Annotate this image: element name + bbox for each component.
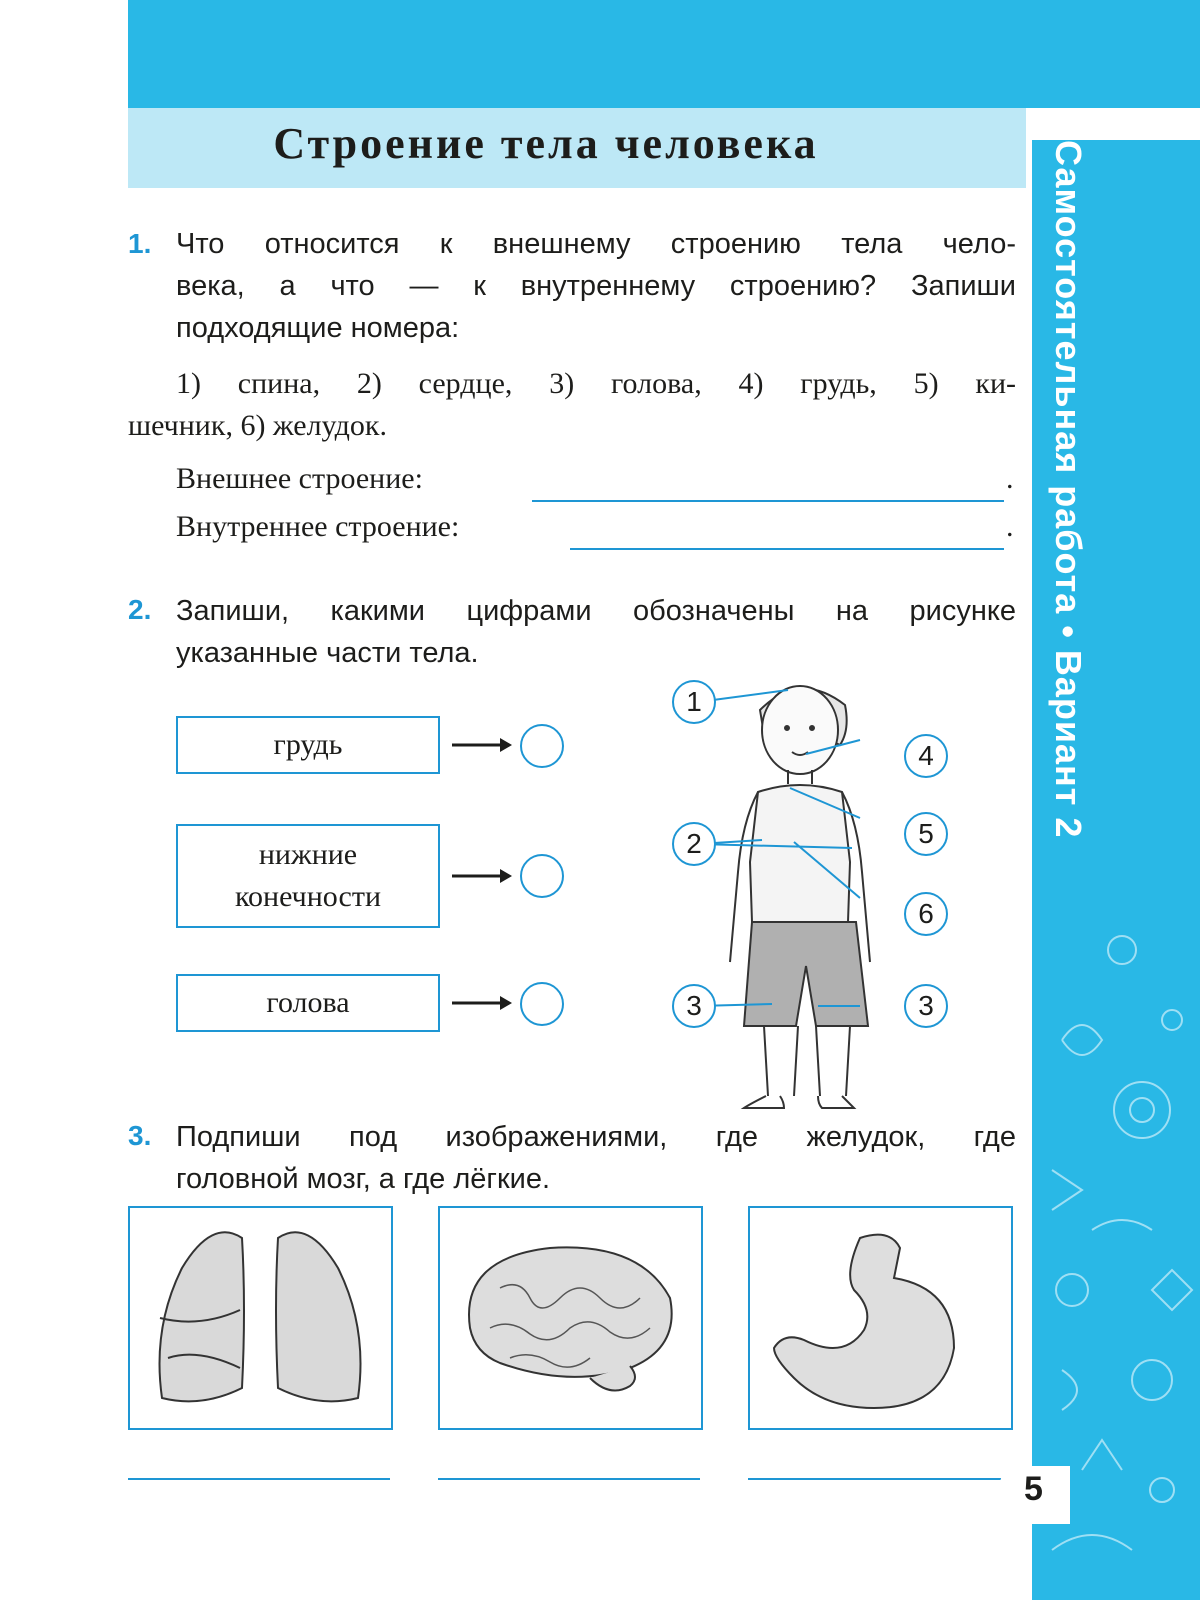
brain-image-box (438, 1206, 703, 1430)
page-title: Строение тела человека (273, 119, 819, 168)
task-3-line-1: Подпиши под изображениями, где желудок, где (176, 1121, 1016, 1153)
answer-circle-head[interactable] (520, 982, 564, 1026)
answer-circle-lower-limbs[interactable] (520, 854, 564, 898)
arrow-right-icon (452, 866, 514, 886)
lungs-image-box (128, 1206, 393, 1430)
callout-3-right: 3 (904, 984, 948, 1028)
task-1-line-1: Что относится к внешнему строению тела чело- (176, 228, 1016, 260)
callout-6: 6 (904, 892, 948, 936)
task-1-items-line-1: 1) спина, 2) сердце, 3) голова, 4) грудь, 5) ки- (176, 367, 1016, 400)
task-2-line-1: Запиши, какими цифрами обозначены на рисунке (176, 595, 1016, 627)
brain-answer-line[interactable] (438, 1478, 700, 1480)
label-box-head: голова (176, 974, 440, 1032)
internal-structure-answer-line[interactable] (570, 548, 1004, 550)
stomach-image-box (748, 1206, 1013, 1430)
task-1-number: 1. (128, 228, 152, 259)
label-box-chest: грудь (176, 716, 440, 774)
lungs-icon (130, 1208, 391, 1428)
task-2-line-2: указанные части тела. (176, 637, 479, 669)
task-2-number: 2. (128, 594, 152, 625)
lungs-answer-line[interactable] (128, 1478, 390, 1480)
callout-1: 1 (672, 680, 716, 724)
callout-3-left: 3 (672, 984, 716, 1028)
stomach-answer-line[interactable] (748, 1478, 1010, 1480)
stomach-icon (750, 1208, 1011, 1428)
header-band (128, 0, 1200, 108)
task-1-line-2: века, а что — к внутреннему строению? Запиши (176, 270, 1016, 302)
external-structure-label: Внешнее строение: (176, 462, 423, 495)
answer-circle-chest[interactable] (520, 724, 564, 768)
arrow-right-icon (452, 993, 514, 1013)
callout-2: 2 (672, 822, 716, 866)
side-label: Самостоятельная работа • Вариант 2 (1048, 140, 1089, 839)
page-number: 5 (1024, 1470, 1043, 1508)
callout-5: 5 (904, 812, 948, 856)
arrow-right-icon (452, 735, 514, 755)
task-1-line-3: подходящие номера: (176, 312, 460, 344)
period: . (1006, 510, 1014, 543)
task-3-number: 3. (128, 1120, 152, 1151)
period: . (1006, 462, 1014, 495)
task-1-items-line-2: шечник, 6) желудок. (128, 409, 387, 442)
task-3-line-2: головной мозг, а где лёгкие. (176, 1163, 551, 1195)
brain-icon (440, 1208, 701, 1428)
internal-structure-label: Внутреннее строение: (176, 510, 460, 543)
label-box-lower-limbs: нижние конечности (176, 824, 440, 928)
callout-4: 4 (904, 734, 948, 778)
external-structure-answer-line[interactable] (532, 500, 1004, 502)
